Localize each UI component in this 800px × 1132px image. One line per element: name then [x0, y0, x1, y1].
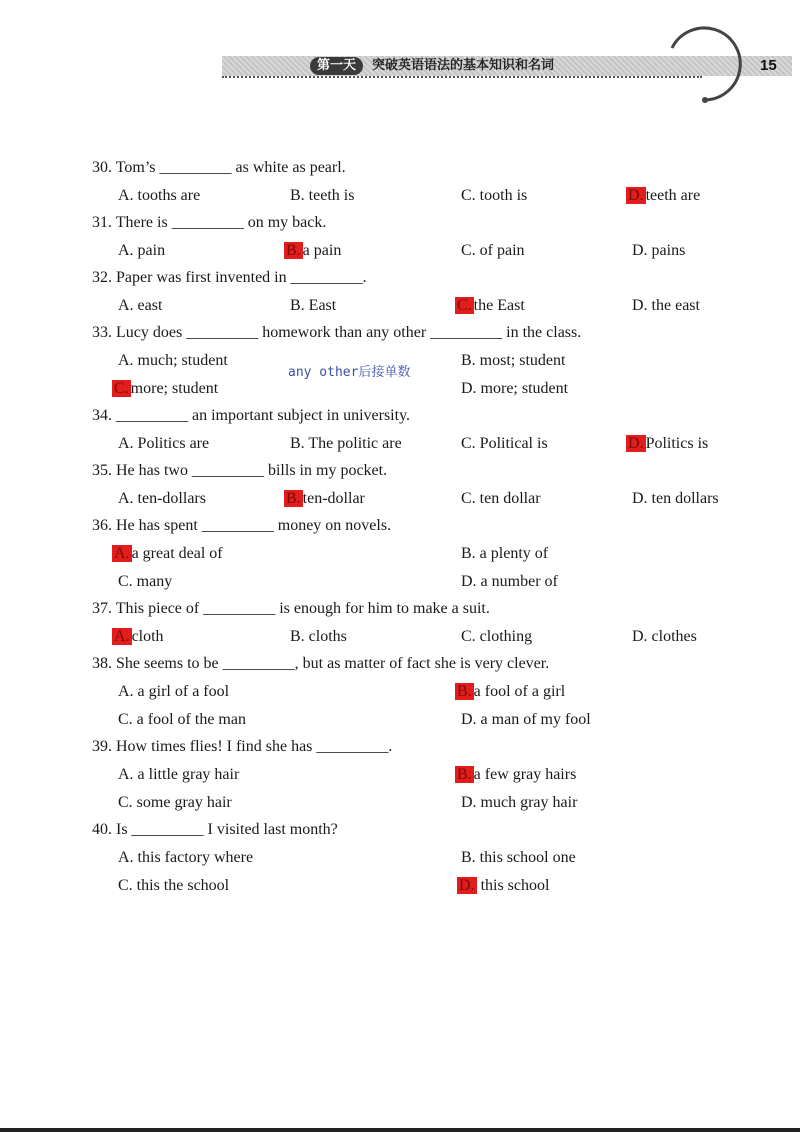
question-40-stem: 40. Is _________ I visited last month? — [92, 821, 338, 838]
q40-option-c: C. this the school — [118, 877, 230, 894]
answer-highlight: B. — [286, 490, 301, 507]
q34-option-b: B. The politic are — [290, 435, 402, 452]
q39-option-b — [455, 765, 576, 785]
q35-option-d: D. ten dollars — [632, 490, 719, 507]
q38-option-b — [455, 682, 565, 702]
q33-option-b: B. most; student — [461, 352, 566, 369]
q37-option-b: B. cloths — [290, 628, 347, 645]
option-text: a great deal of — [131, 545, 223, 562]
q31-option-d: D. pains — [632, 242, 686, 259]
answer-highlight: B. — [457, 683, 472, 700]
option-text: a pain — [302, 242, 342, 259]
option-text: Politics is — [645, 435, 709, 452]
option-text: a few gray hairs — [473, 766, 577, 783]
answer-highlight: D. — [459, 877, 475, 894]
q33-option-c — [112, 379, 218, 399]
page-number: 15 — [760, 57, 777, 74]
q37-option-c: C. clothing — [461, 628, 533, 645]
answer-highlight: B. — [457, 766, 472, 783]
q32-option-a: A. east — [118, 297, 163, 314]
answer-highlight: C. — [457, 297, 472, 314]
answer-highlight: A. — [114, 545, 130, 562]
question-37-stem: 37. This piece of _________ is enough for him to make a suit. — [92, 600, 490, 617]
option-text: this school — [480, 877, 550, 894]
option-text: cloth — [131, 628, 164, 645]
handwritten-note: any other后接单数 — [288, 365, 411, 380]
q30-option-a: A. tooths are — [118, 187, 201, 204]
header-divider — [222, 76, 702, 78]
answer-highlight: B. — [286, 242, 301, 259]
answer-highlight: D. — [628, 187, 644, 204]
question-30-stem: 30. Tom’s _________ as white as pearl. — [92, 159, 346, 176]
question-39-stem: 39. How times flies! I find she has _________. — [92, 738, 393, 755]
answer-highlight: C. — [114, 380, 129, 397]
q36-option-c: C. many — [118, 573, 173, 590]
q40-option-a: A. this factory where — [118, 849, 254, 866]
q38-option-c: C. a fool of the man — [118, 711, 246, 728]
question-38-stem: 38. She seems to be _________, but as matter of fact she is very clever. — [92, 655, 550, 672]
q36-option-a — [112, 544, 223, 564]
q34-option-a: A. Politics are — [118, 435, 210, 452]
decorative-arc-icon — [660, 24, 750, 104]
day-badge: 第一天 — [310, 57, 363, 75]
q32-option-d: D. the east — [632, 297, 700, 314]
q35-option-a: A. ten-dollars — [118, 490, 206, 507]
option-text: more; student — [130, 380, 219, 397]
answer-highlight: D. — [628, 435, 644, 452]
q40-option-b: B. this school one — [461, 849, 576, 866]
q34-option-c: C. Political is — [461, 435, 548, 452]
q30-option-c: C. tooth is — [461, 187, 528, 204]
q36-option-d: D. a number of — [461, 573, 558, 590]
question-31-stem: 31. There is _________ on my back. — [92, 214, 327, 231]
q37-option-a — [112, 627, 164, 647]
question-34-stem: 34. _________ an important subject in university. — [92, 407, 411, 424]
option-text: the East — [473, 297, 525, 314]
q35-option-c: C. ten dollar — [461, 490, 541, 507]
chapter-title: 突破英语语法的基本知识和名词 — [372, 58, 555, 73]
q32-option-c — [455, 296, 525, 316]
bottom-rule — [0, 1128, 800, 1132]
q30-option-d — [626, 186, 700, 206]
option-text: teeth are — [645, 187, 701, 204]
q31-option-b — [284, 241, 341, 261]
option-text: a fool of a girl — [473, 683, 566, 700]
q39-option-d: D. much gray hair — [461, 794, 578, 811]
question-35-stem: 35. He has two _________ bills in my pocket. — [92, 462, 388, 479]
q40-option-d — [457, 876, 549, 896]
option-text: ten-dollar — [302, 490, 365, 507]
question-33-stem: 33. Lucy does _________ homework than any other _________ in the class. — [92, 324, 582, 341]
q34-option-d — [626, 434, 708, 454]
q33-option-a: A. much; student — [118, 352, 228, 369]
q33-option-d: D. more; student — [461, 380, 569, 397]
q39-option-a: A. a little gray hair — [118, 766, 240, 783]
q36-option-b: B. a plenty of — [461, 545, 549, 562]
q32-option-b: B. East — [290, 297, 337, 314]
q30-option-b: B. teeth is — [290, 187, 355, 204]
question-32-stem: 32. Paper was first invented in _________. — [92, 269, 367, 286]
q35-option-b — [284, 489, 365, 509]
answer-highlight: A. — [114, 628, 130, 645]
q37-option-d: D. clothes — [632, 628, 697, 645]
q38-option-a: A. a girl of a fool — [118, 683, 230, 700]
q31-option-c: C. of pain — [461, 242, 525, 259]
q39-option-c: C. some gray hair — [118, 794, 232, 811]
q38-option-d: D. a man of my fool — [461, 711, 591, 728]
question-36-stem: 36. He has spent _________ money on novels. — [92, 517, 392, 534]
q31-option-a: A. pain — [118, 242, 166, 259]
